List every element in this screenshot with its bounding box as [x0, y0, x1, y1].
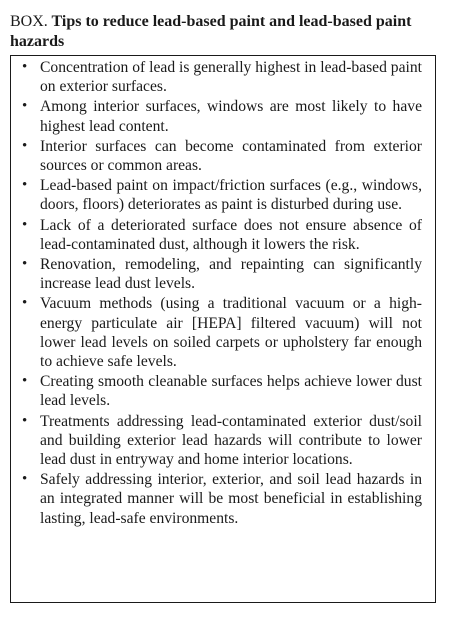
tip-text: Concentration of lead is generally highest in lead-based paint on exterior surfaces. [40, 59, 422, 96]
list-item [11, 58, 435, 96]
tips-list [11, 58, 435, 529]
bullet: • [22, 59, 28, 75]
bullet: • [22, 98, 28, 115]
list-item [11, 372, 435, 410]
list-item [11, 137, 435, 175]
bullet: • [22, 471, 28, 488]
list-item [11, 97, 435, 135]
tip-text: Vacuum methods (using a traditional vacuum or a high-energy particulate air [HEPA] filtered vacuum) will not lower lead levels on soiled carpets or upholstery far enough to achieve safe levels. [40, 295, 422, 371]
list-item [11, 176, 435, 214]
bullet: • [22, 256, 28, 273]
tips-box [10, 55, 436, 603]
bullet: • [22, 177, 28, 194]
box-title [10, 12, 442, 52]
list-item [11, 412, 435, 470]
list-item [11, 470, 435, 528]
tip-text: Renovation, remodeling, and repainting can significantly increase lead dust levels. [40, 256, 422, 293]
bullet: • [22, 412, 28, 429]
bullet: • [22, 137, 28, 154]
list-item [11, 255, 435, 293]
tip-text: Lead-based paint on impact/friction surfaces (e.g., windows, doors, floors) deteriorates as paint is disturbed during use. [40, 177, 422, 214]
tip-text: Interior surfaces can become contaminated from exterior sources or common areas. [40, 137, 422, 175]
tip-text: Safely addressing interior, exterior, and soil lead hazards in an integrated manner will be most beneficial in establishing lasting, lead-safe environments. [40, 471, 422, 527]
tip-text: Creating smooth cleanable surfaces helps achieve lower dust lead levels. [40, 373, 422, 410]
tip-text: Among interior surfaces, windows are most likely to have highest lead content. [40, 98, 422, 135]
bullet: • [22, 295, 28, 312]
bullet: • [22, 216, 28, 233]
list-item [11, 294, 435, 371]
tip-text: Treatments addressing lead-contaminated exterior dust/soil and building exterior lead hazards will contribute to lower lead dust in entryway and home interior locations. [40, 412, 422, 469]
bullet: • [22, 373, 28, 390]
box-label: BOX. [10, 13, 48, 30]
list-item [11, 216, 435, 254]
box-title-text: Tips to reduce lead-based paint and lead-based paint hazards [10, 13, 412, 50]
tip-text: Lack of a deteriorated surface does not ensure absence of lead-contaminated dust, although it lowers the risk. [40, 216, 422, 253]
